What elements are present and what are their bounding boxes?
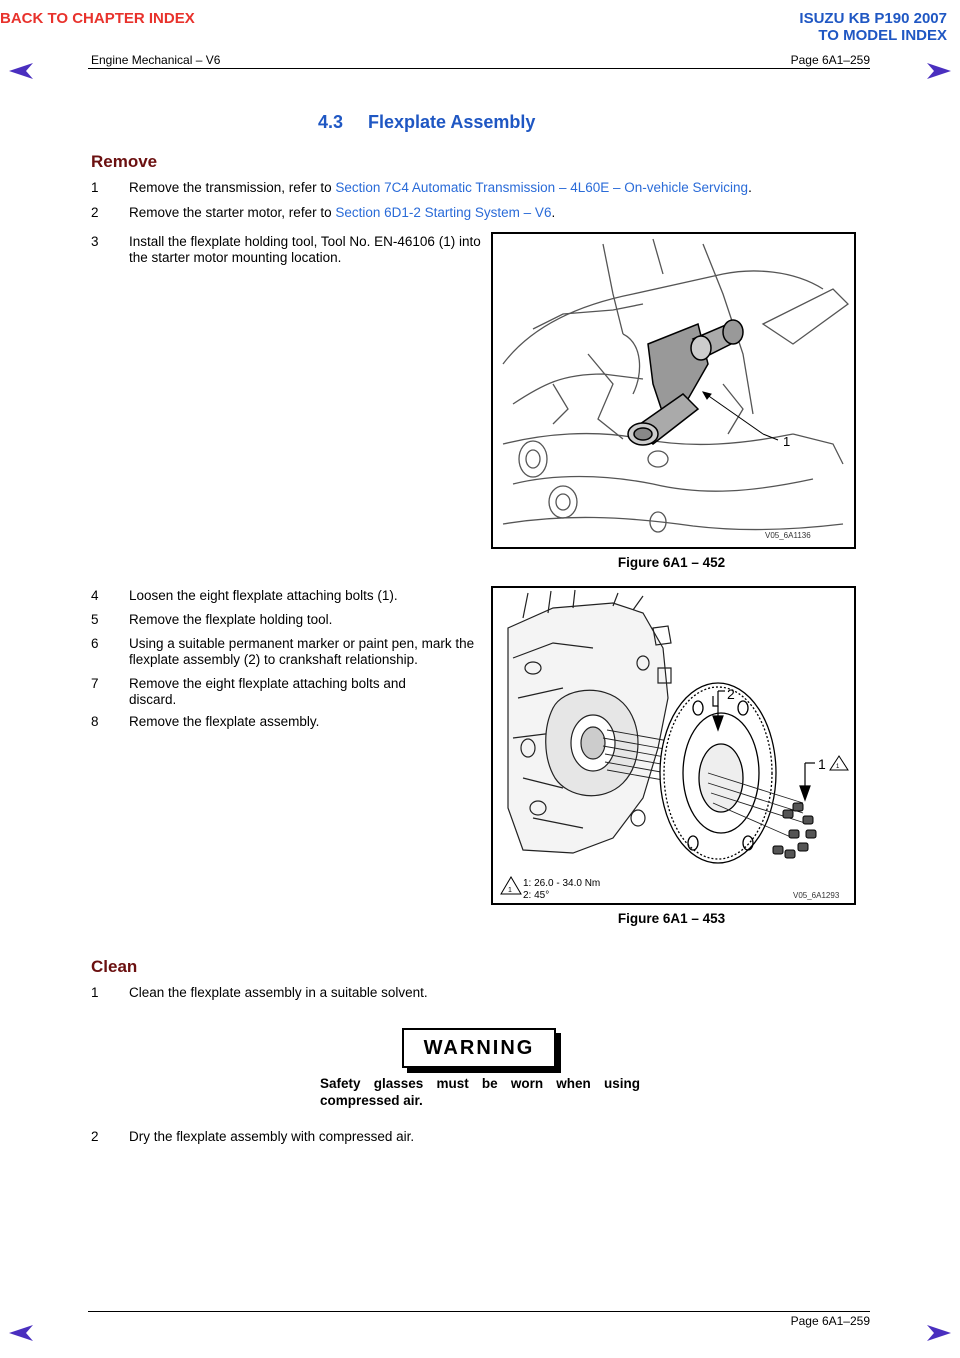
back-to-chapter-index-link[interactable]: BACK TO CHAPTER INDEX — [0, 10, 195, 27]
model-name: ISUZU KB P190 2007 — [799, 10, 947, 27]
step-number: 1 — [91, 180, 99, 195]
torque-spec-line-1: 1: 26.0 - 34.0 Nm — [523, 878, 601, 889]
step-text: Clean the flexplate assembly in a suitable solvent. — [129, 985, 428, 1000]
triangle-number: 1 — [836, 764, 840, 770]
flexplate-holding-tool-drawing — [493, 234, 854, 547]
step-text: Remove the flexplate assembly. — [129, 714, 320, 729]
warning-text: Safety glasses must be worn when using compressed air. — [320, 1076, 640, 1108]
figure-453-callout-2: 2 — [727, 686, 735, 702]
warning-label: WARNING — [423, 1036, 535, 1059]
warning-badge — [402, 1028, 556, 1068]
step-number: 5 — [91, 612, 99, 627]
remove-heading: Remove — [91, 152, 158, 171]
remove-step-3 — [91, 234, 491, 274]
clean-heading: Clean — [91, 957, 138, 976]
step-text: Remove the flexplate holding tool. — [129, 612, 333, 627]
figure-453-callout-1: 1 — [818, 756, 826, 772]
figure-453-caption: Figure 6A1 – 453 — [617, 911, 726, 926]
to-model-index-link[interactable] — [799, 10, 947, 44]
footer-page-number: Page 6A1–259 — [790, 1314, 870, 1328]
section-7c4-link[interactable]: Section 7C4 Automatic Transmission – 4L60E – On-vehicle Servicing — [335, 180, 749, 195]
header-page-number: Page 6A1–259 — [790, 53, 870, 67]
model-index-label: TO MODEL INDEX — [818, 27, 947, 44]
remove-step-6 — [91, 636, 491, 670]
step-number: 7 — [91, 676, 99, 691]
figure-452-code: V05_6A1136 — [765, 531, 811, 540]
figure-452-callout-1: 1 — [783, 434, 791, 449]
figure-453-illustration — [491, 586, 856, 905]
header-chapter-title: Engine Mechanical – V6 — [91, 53, 221, 67]
figure-452-illustration — [491, 232, 856, 549]
section-title: 4.3 Flexplate Assembly — [318, 112, 536, 132]
previous-page-arrow-icon[interactable] — [8, 62, 34, 80]
step-text: Loosen the eight flexplate attaching bolts (1). — [129, 588, 398, 603]
step-number: 6 — [91, 636, 99, 651]
step-number: 8 — [91, 714, 99, 729]
step-number: 1 — [91, 985, 99, 1000]
step-punct: . — [551, 205, 556, 220]
step-number: 2 — [91, 205, 99, 220]
step-text: Install the flexplate holding tool, Tool No. EN-46106 (1) into the starter motor mounting location. — [129, 234, 481, 265]
torque-spec-line-2: 2: 45° — [523, 890, 550, 901]
next-page-arrow-icon[interactable] — [926, 1324, 952, 1342]
flexplate-removal-drawing — [493, 588, 854, 903]
step-number: 4 — [91, 588, 99, 603]
next-page-arrow-icon[interactable] — [926, 62, 952, 80]
legend-triangle-number: 1 — [508, 887, 512, 894]
section-6d1-2-link[interactable]: Section 6D1-2 Starting System – V6 — [335, 205, 552, 220]
step-number: 2 — [91, 1129, 99, 1144]
previous-page-arrow-icon[interactable] — [8, 1324, 34, 1342]
step-text: Using a suitable permanent marker or paint pen, mark the flexplate assembly (2) to crankshaft relationship. — [129, 636, 475, 667]
footer-rule — [88, 1311, 870, 1312]
figure-453-code: V05_6A1293 — [793, 891, 840, 900]
step-text: Remove the eight flexplate attaching bolts and discard. — [129, 676, 406, 707]
step-text: Dry the flexplate assembly with compressed air. — [129, 1129, 415, 1144]
step-number: 3 — [91, 234, 99, 249]
figure-452-caption: Figure 6A1 – 452 — [617, 555, 726, 570]
step-text: Remove the transmission, refer to — [129, 180, 336, 195]
step-punct: . — [748, 180, 752, 195]
remove-step-7 — [91, 676, 491, 710]
step-text: Remove the starter motor, refer to — [129, 205, 336, 220]
header-rule — [88, 68, 870, 69]
